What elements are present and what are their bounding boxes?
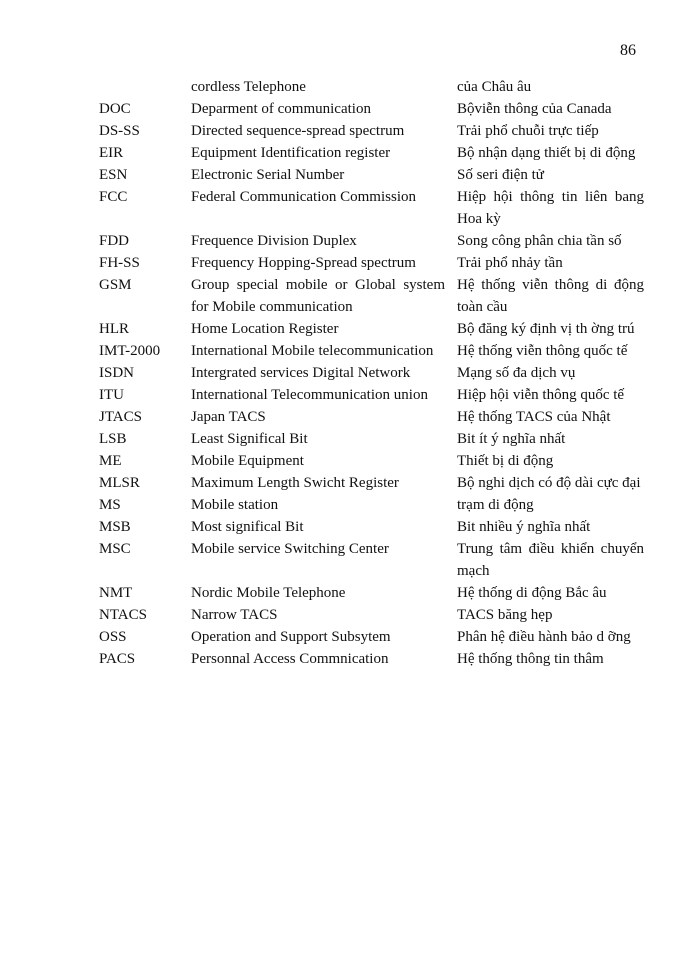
vietnamese-term: của Châu âu	[457, 79, 532, 95]
abbreviation: JTACS	[99, 409, 142, 425]
abbreviation: HLR	[99, 321, 129, 337]
table-row	[99, 538, 644, 582]
english-term: Mobile service Switching Center	[191, 541, 389, 557]
english-term: Personnal Access Commnication	[191, 651, 389, 667]
vietnamese-term: Trung tâm điều khiển chuyển mạch	[457, 541, 644, 579]
abbreviation: FH-SS	[99, 255, 140, 271]
vietnamese-term: Bit ít ý nghĩa nhất	[457, 431, 566, 447]
english-term: International Mobile telecommunication	[191, 343, 434, 359]
vietnamese-term: Hệ thống viễn thông di động toàn cầu	[457, 277, 644, 315]
abbreviation: MSB	[99, 519, 131, 535]
english-term: Japan TACS	[191, 409, 266, 425]
abbreviation: ISDN	[99, 365, 135, 381]
abbreviation: PACS	[99, 651, 136, 667]
table-row	[99, 450, 644, 472]
vietnamese-term: Bộviễn thông của Canada	[457, 101, 612, 117]
vietnamese-term: trạm di động	[457, 497, 534, 513]
abbreviation: NMT	[99, 585, 133, 601]
table-row	[99, 406, 644, 428]
table-row	[99, 626, 644, 648]
abbreviation: MS	[99, 497, 121, 513]
table-row	[99, 318, 644, 340]
english-term: Directed sequence-spread spectrum	[191, 123, 405, 139]
table-row	[99, 582, 644, 604]
vietnamese-term: Hiệp hội viễn thông quốc tế	[457, 387, 625, 403]
english-term: International Telecommunication union	[191, 387, 428, 403]
english-term: Most significal Bit	[191, 519, 304, 535]
table-row	[99, 98, 644, 120]
vietnamese-term: Thiết bị di động	[457, 453, 554, 469]
table-row	[99, 340, 644, 362]
abbreviation-table	[99, 76, 644, 670]
english-term: cordless Telephone	[191, 79, 306, 95]
abbreviation: ESN	[99, 167, 128, 183]
vietnamese-term: TACS băng hẹp	[457, 607, 553, 623]
english-term: Electronic Serial Number	[191, 167, 345, 183]
vietnamese-term: Bit nhiều ý nghĩa nhất	[457, 519, 591, 535]
english-term: Group special mobile or Global system for Mobile communication	[191, 277, 445, 315]
english-term: Maximum Length Swicht Register	[191, 475, 399, 491]
table-row	[99, 516, 644, 538]
vietnamese-term: Bộ nhận dạng thiết bị di động	[457, 145, 636, 161]
abbreviation: OSS	[99, 629, 127, 645]
vietnamese-term: Trải phổ nhảy tần	[457, 255, 563, 271]
vietnamese-term: Hệ thống di động Bắc âu	[457, 585, 607, 601]
english-term: Intergrated services Digital Network	[191, 365, 411, 381]
abbreviation: MSC	[99, 541, 131, 557]
english-term: Home Location Register	[191, 321, 339, 337]
vietnamese-term: Hệ thống thông tin thâm	[457, 651, 604, 667]
table-row	[99, 604, 644, 626]
english-term: Deparment of communication	[191, 101, 371, 117]
english-term: Operation and Support Subsytem	[191, 629, 391, 645]
english-term: Narrow TACS	[191, 607, 278, 623]
table-row	[99, 142, 644, 164]
vietnamese-term: Trải phổ chuỗi trực tiếp	[457, 123, 599, 139]
vietnamese-term: Số seri điện tử	[457, 167, 544, 183]
page-number: 86	[620, 42, 636, 59]
table-row	[99, 120, 644, 142]
vietnamese-term: Bộ đăng ký định vị th ờng trú	[457, 321, 635, 337]
table-row	[99, 494, 644, 516]
table-row	[99, 274, 644, 318]
vietnamese-term: Hệ thống viễn thông quốc tế	[457, 343, 628, 359]
abbreviation: DOC	[99, 101, 131, 117]
abbreviation: DS-SS	[99, 123, 140, 139]
table-row	[99, 362, 644, 384]
english-term: Federal Communication Commission	[191, 189, 416, 205]
abbreviation: IMT-2000	[99, 343, 161, 359]
table-row	[99, 230, 644, 252]
abbreviation: ME	[99, 453, 122, 469]
abbreviation: LSB	[99, 431, 127, 447]
abbreviation: FCC	[99, 189, 128, 205]
vietnamese-term: Song công phân chia tần số	[457, 233, 622, 249]
abbreviation	[99, 76, 191, 98]
abbreviation: ITU	[99, 387, 124, 403]
vietnamese-term: Hiệp hội thông tin liên bang Hoa kỳ	[457, 189, 644, 227]
english-term: Mobile station	[191, 497, 279, 513]
english-term: Nordic Mobile Telephone	[191, 585, 346, 601]
english-term: Frequency Hopping-Spread spectrum	[191, 255, 416, 271]
abbreviation: FDD	[99, 233, 130, 249]
table-row	[99, 384, 644, 406]
vietnamese-term: Bộ nghi dịch có độ dài cực đại	[457, 475, 641, 491]
vietnamese-term: Phân hệ điều hành bảo d ỡng	[457, 629, 631, 645]
vietnamese-term: Hệ thống TACS của Nhật	[457, 409, 611, 425]
table-row	[99, 472, 644, 494]
table-row	[99, 164, 644, 186]
abbreviation: NTACS	[99, 607, 147, 623]
table-row	[99, 648, 644, 670]
english-term: Least Significal Bit	[191, 431, 308, 447]
abbreviation: EIR	[99, 145, 124, 161]
english-term: Equipment Identification register	[191, 145, 391, 161]
abbreviation: MLSR	[99, 475, 140, 491]
table-row	[99, 76, 644, 98]
table-row	[99, 252, 644, 274]
table-row	[99, 186, 644, 230]
vietnamese-term: Mạng số đa dịch vụ	[457, 365, 576, 381]
english-term: Frequence Division Duplex	[191, 233, 357, 249]
abbreviation: GSM	[99, 277, 132, 293]
english-term: Mobile Equipment	[191, 453, 304, 469]
table-row	[99, 428, 644, 450]
